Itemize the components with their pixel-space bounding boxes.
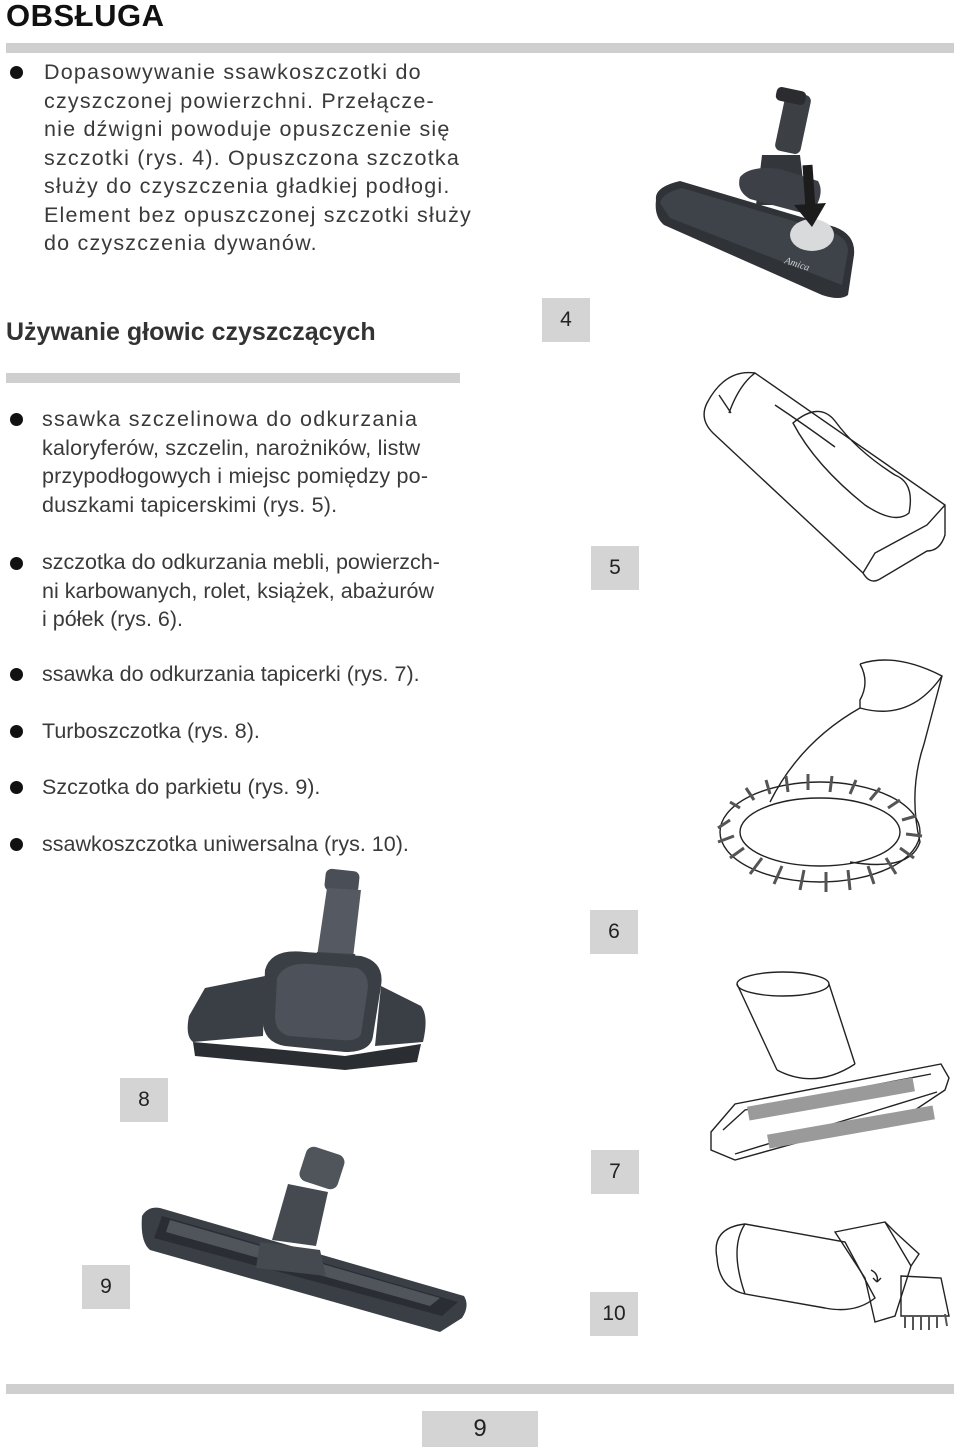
bullet [10,557,23,570]
list-item-line: ssawka szczelinowa do odkurzania [42,407,419,431]
list-item-line: przypodłogowych i miejsc pomiędzy po- [42,464,429,488]
figure-label-5: 5 [591,546,639,590]
list-item-line: ni karbowanych, rolet, książek, abażurów [42,578,434,603]
bullet [10,413,23,426]
figure-10-universal-nozzle-image [705,1218,955,1346]
figure-label-8: 8 [120,1078,168,1122]
list-item [42,660,420,689]
figure-label-10: 10 [590,1292,638,1336]
figure-label-7: 7 [591,1150,639,1194]
section-title: Używanie głowic czyszczących [6,318,376,346]
list-item [42,773,320,802]
bullet [10,838,23,851]
intro-line: Element bez opuszczonej szczotki służy [44,202,472,227]
intro-line: czyszczonej powierzchni. Przełącze- [44,88,435,113]
figure-label-4: 4 [542,298,590,342]
figure-8-turbo-brush-image [185,866,430,1071]
list-item-line: kaloryferów, szczelin, narożników, listw [42,435,421,460]
top-rule [6,43,954,53]
figure-9-parquet-brush-image [140,1146,470,1336]
page-title: OBSŁUGA [6,0,165,33]
list-item-line: Turboszczotka (rys. 8). [42,719,260,743]
bullet [10,725,23,738]
list-item [42,717,260,746]
intro-paragraph [44,58,472,258]
bullet [10,66,23,79]
intro-line: Dopasowywanie ssawkoszczotki do [44,60,422,84]
intro-line: służy do czyszczenia gładkiej podłogi. [44,174,451,198]
list-item-line: szczotka do odkurzania mebli, powierzch- [42,550,440,574]
intro-line: do czyszczenia dywanów. [44,231,318,255]
figure-5-crevice-tool-image [695,365,960,590]
list-item [42,405,428,519]
figure-4-floor-brush-image [650,85,860,305]
list-item-line: i półek (rys. 6). [42,607,183,631]
page-number: 9 [422,1411,538,1447]
list-item-line: duszkami tapicerskimi (rys. 5). [42,492,338,517]
figure-6-dusting-brush-image [710,652,950,914]
figure-label-6: 6 [590,910,638,954]
figure-label-9: 9 [82,1265,130,1309]
bullet [10,668,23,681]
figure-7-upholstery-tool-image [705,960,955,1160]
list-item-line: ssawka do odkurzania tapicerki (rys. 7). [42,662,420,686]
list-item [42,548,440,634]
list-item-line: Szczotka do parkietu (rys. 9). [42,775,321,799]
list-item [42,830,409,859]
list-item-line: ssawkoszczotka uniwersalna (rys. 10). [42,832,409,856]
bottom-rule [6,1384,954,1394]
section-rule [6,373,460,383]
intro-line: szczotki (rys. 4). Opuszczona szczotka [44,145,460,170]
intro-line: nie dźwigni powoduje opuszczenie się [44,117,451,141]
bullet [10,781,23,794]
brand-logo: Amica [783,255,811,274]
